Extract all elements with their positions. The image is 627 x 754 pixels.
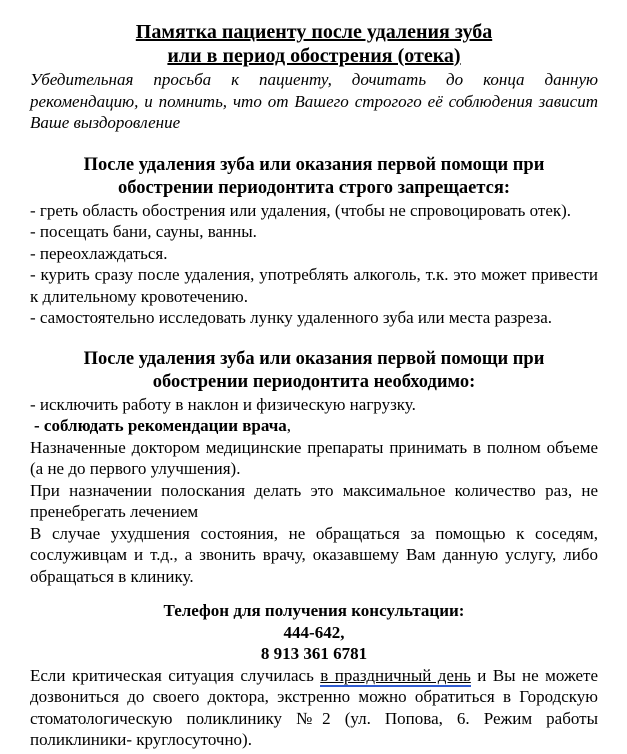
required-section-heading: После удаления зуба или оказания первой помощи при обострении периодонтита необходимо:: [83, 348, 545, 392]
doc-title-line1: Памятка пациенту после удаления зуба: [135, 21, 493, 43]
required-item-follow-bold-text: - соблюдать рекомендации врача: [34, 416, 287, 435]
forbidden-item-heat: - греть область обострения или удаления, (чтобы не спровоцировать отек).: [30, 200, 572, 220]
required-para-rinsing: При назначении полоскания делать это максимальное количество раз, не пренебрегать лечением: [30, 480, 598, 521]
emergency-paragraph: [30, 665, 598, 751]
phone-number-city: 444-642,: [283, 622, 345, 642]
forbidden-section-heading: После удаления зуба или оказания первой помощи при обострении периодонтита строго запрещается:: [83, 154, 545, 198]
required-item-follow-comma: ,: [286, 416, 292, 435]
required-para-worsening: В случае ухудшения состояния, не обращаться за помощью к соседям, сослуживцам и т.д., а звонить врачу, оказавшему Вам данную услугу, либо обращаться в клинику.: [30, 523, 598, 586]
doc-title-line2: или в период обострения (отека): [167, 45, 461, 67]
required-para-medications: Назначенные доктором медицинские препараты принимать в полном объеме (а не до первого улучшения).: [30, 437, 598, 478]
phone-heading: Телефон для получения консультации:: [163, 601, 465, 620]
intro-paragraph: Убедительная просьба к пациенту, дочитать до конца данную рекомендацию, и помнить, что от Вашего строгого её соблюдения зависит Ваше выздоровление: [30, 70, 598, 132]
doc-title: [30, 20, 598, 68]
emergency-holiday-phrase: в праздничный день: [320, 665, 471, 685]
forbidden-item-smoking: - курить сразу после удаления, употреблять алкоголь, т.к. это может привести к длительному кровотечению.: [30, 265, 598, 306]
phone-block: [30, 600, 598, 665]
forbidden-item-cold: - переохлаждаться.: [30, 243, 168, 263]
required-item-exclude-work: - исключить работу в наклон и физическую нагрузку.: [30, 394, 416, 414]
emergency-text-after: и Вы не можете дозвониться до своего доктора, экстренно можно обратиться в Городскую стоматологическую поликлинику №2 (ул. Попова, 6. Режим работы поликлиники- круглосуточно).: [30, 665, 598, 749]
forbidden-item-sauna: - посещать бани, сауны, ванны.: [30, 222, 257, 241]
emergency-text-before: Если критическая ситуация случилась: [30, 665, 321, 685]
phone-number-mobile: 8 913 361 6781: [260, 644, 368, 663]
required-item-follow-recommendations: [30, 415, 598, 437]
forbidden-item-probing: - самостоятельно исследовать лунку удаленного зуба или места разреза.: [30, 308, 553, 327]
